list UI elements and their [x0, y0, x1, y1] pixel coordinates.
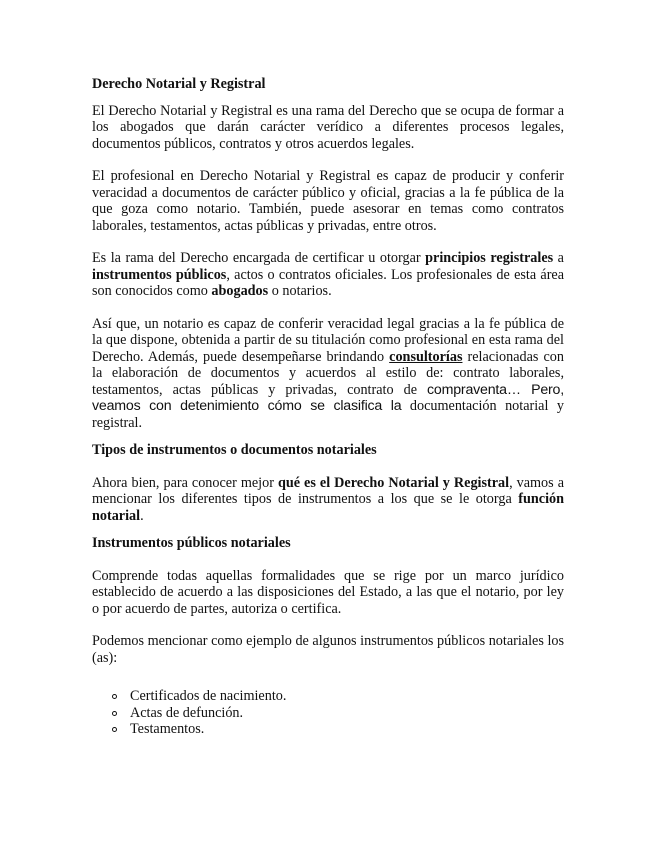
text-segment-compraventa: compraventa… Pero, veamos con detenimiento cómo se clasifica la — [92, 381, 564, 414]
list-item-label: Certificados de nacimiento. — [130, 688, 287, 704]
text-segment: o notarios. — [268, 283, 332, 299]
bold-instrumentos-publicos: instrumentos públicos — [92, 266, 227, 283]
list-item — [112, 705, 564, 722]
paragraph-comprende: Comprende todas aquellas formalidades que se rige por un marco jurídico establecido de acuerdo a las disposiciones del Estado, a las que el notario, por ley o por acuerdo de partes, autoriza o certifica. — [92, 567, 564, 617]
paragraph-podemos-mencionar: Podemos mencionar como ejemplo de algunos instrumentos públicos notariales los (as): — [92, 633, 564, 666]
list-item-label: Actas de defunción. — [130, 704, 244, 721]
list-item-label: Testamentos. — [130, 721, 205, 737]
text-segment: , vamos a mencionar los diferentes tipos de instrumentos a los que se le otorga — [92, 474, 564, 507]
text-segment: . — [140, 507, 144, 524]
document-body — [92, 76, 564, 738]
paragraph-notario — [92, 316, 564, 432]
paragraph-profesional: El profesional en Derecho Notarial y Registral es capaz de producir y conferir veracidad a documentos de carácter público y oficial, gracias a la fe pública de la que goza como notario. También, puede asesorar en temas como contratos laborales, testamentos, actas públicas y privadas, entre otros. — [92, 168, 564, 234]
bold-funcion-notarial: función notarial — [92, 491, 564, 524]
list-item — [112, 721, 564, 738]
list-item — [112, 688, 564, 705]
heading-derecho-notarial: Derecho Notarial y Registral — [92, 76, 266, 92]
text-segment: relacionadas con la elaboración de documentos y acuerdos al estilo de: contrato laborales, testamentos, actas públicas y privadas, contrato de — [92, 348, 564, 398]
instrument-list — [92, 688, 564, 738]
hollow-circle-icon — [112, 727, 117, 732]
heading-instrumentos-publicos: Instrumentos públicos notariales — [92, 535, 291, 551]
text-segment: Ahora bien, para conocer mejor — [92, 474, 278, 491]
text-segment: , actos o contratos oficiales. Los profesionales de esta área son conocidos como — [92, 266, 565, 299]
heading-tipos-instrumentos: Tipos de instrumentos o documentos notariales — [92, 442, 377, 458]
bold-abogados: abogados — [211, 283, 269, 299]
text-segment: Es la rama del Derecho encargada de certificar u otorgar — [92, 250, 426, 266]
bold-que-es-derecho: qué es el Derecho Notarial y Registral — [277, 474, 510, 491]
paragraph-ahora-bien — [92, 475, 564, 525]
paragraph-rama-derecho — [92, 250, 564, 300]
text-segment: Así que, un notario es capaz de conferir veracidad legal gracias a la fe pública de la que dispone, obtenida a partir de su titulación como profesional en esta rama del Derecho. Además, puede desempeñarse brindando — [92, 315, 564, 365]
bold-principios-registrales: principios registrales — [425, 250, 554, 266]
link-consultorias[interactable]: consultorías — [389, 348, 463, 365]
paragraph-intro: El Derecho Notarial y Registral es una rama del Derecho que se ocupa de formar a los abogados que darán carácter verídico a diferentes procesos legales, documentos públicos, contratos y otros acuerdos legales. — [92, 102, 564, 152]
hollow-circle-icon — [112, 694, 117, 699]
text-segment: a — [553, 250, 564, 266]
hollow-circle-icon — [112, 711, 117, 716]
text-segment: documentación notarial y registral. — [92, 398, 564, 431]
